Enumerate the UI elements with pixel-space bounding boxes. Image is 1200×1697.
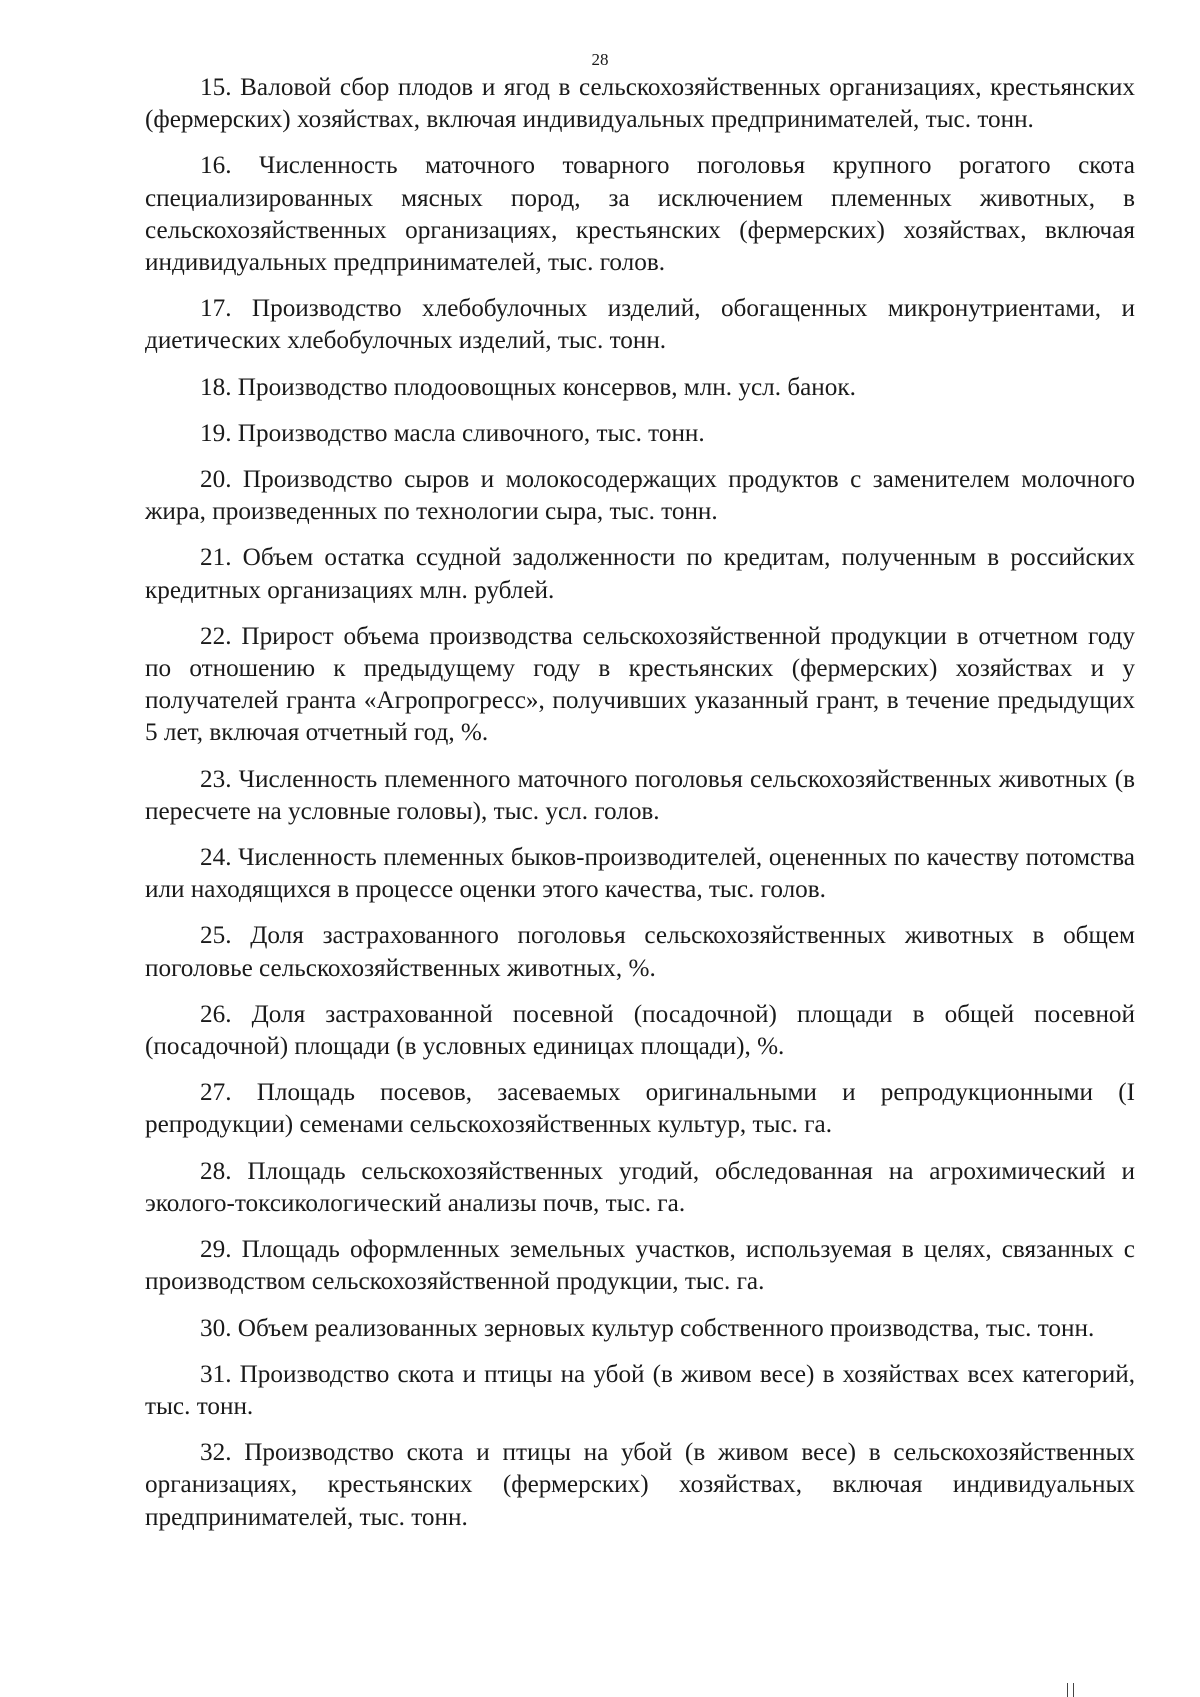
- list-item: 24. Численность племенных быков-производителей, оцененных по качеству потомства или находящихся в процессе оценки этого качества, тыс. голов.: [145, 844, 1135, 904]
- list-item: 20. Производство сыров и молокосодержащих продуктов с заменителем молочного жира, произведенных по технологии сыра, тыс. тонн.: [145, 466, 1135, 526]
- list-item: 32. Производство скота и птицы на убой (в живом весе) в сельскохозяйственных организациях, крестьянских (фермерских) хозяйствах, включая индивидуальных предпринимателей, тыс. тонн.: [145, 1439, 1135, 1531]
- list-item: 25. Доля застрахованного поголовья сельскохозяйственных животных в общем поголовье сельскохозяйственных животных, %.: [145, 922, 1135, 982]
- scan-edge-mark: [1065, 1683, 1079, 1697]
- indicator-list: [145, 72, 1135, 1548]
- list-item: 23. Численность племенного маточного поголовья сельскохозяйственных животных (в пересчете на условные головы), тыс. усл. голов.: [145, 765, 1135, 825]
- list-item: 30. Объем реализованных зерновых культур собственного производства, тыс. тонн.: [200, 1314, 1095, 1342]
- list-item: 21. Объем остатка ссудной задолженности по кредитам, полученным в российских кредитных организациях млн. рублей.: [145, 544, 1135, 604]
- list-item: 28. Площадь сельскохозяйственных угодий, обследованная на агрохимический и эколого-токсикологический анализы почв, тыс. га.: [145, 1157, 1135, 1217]
- page-number: 28: [591, 50, 609, 69]
- list-item: 15. Валовой сбор плодов и ягод в сельскохозяйственных организациях, крестьянских (фермерских) хозяйствах, включая индивидуальных предпринимателей, тыс. тонн.: [145, 74, 1135, 134]
- list-item: 27. Площадь посевов, засеваемых оригинальными и репродукционными (I репродукции) семенами сельскохозяйственных культур, тыс. га.: [145, 1079, 1135, 1139]
- list-item: 29. Площадь оформленных земельных участков, используемая в целях, связанных с производством сельскохозяйственной продукции, тыс. га.: [145, 1236, 1135, 1296]
- list-item: 26. Доля застрахованной посевной (посадочной) площади в общей посевной (посадочной) площади (в условных единицах площади), %.: [145, 1000, 1135, 1061]
- list-item: 16. Численность маточного товарного поголовья крупного рогатого скота специализированных мясных пород, за исключением племенных животных, в сельскохозяйственных организациях, крестьянских (фермерских) хозяйствах, включая индивидуальных предпринимателей, тыс. голов.: [145, 152, 1135, 277]
- list-item: 31. Производство скота и птицы на убой (в живом весе) в хозяйствах всех категорий, тыс. тонн.: [145, 1360, 1135, 1420]
- list-item: 22. Прирост объема производства сельскохозяйственной продукции в отчетном году по отношению к предыдущему году в крестьянских (фермерских) хозяйствах и у получателей гранта «Агропрогресс», получивших указанный грант, в течение предыдущих 5 лет, включая отчетный год, %.: [145, 622, 1135, 747]
- list-item: 18. Производство плодоовощных консервов, млн. усл. банок.: [200, 373, 856, 401]
- list-item: 19. Производство масла сливочного, тыс. тонн.: [200, 419, 705, 447]
- list-item: 17. Производство хлебобулочных изделий, обогащенных микронутриентами, и диетических хлебобулочных изделий, тыс. тонн.: [145, 295, 1135, 355]
